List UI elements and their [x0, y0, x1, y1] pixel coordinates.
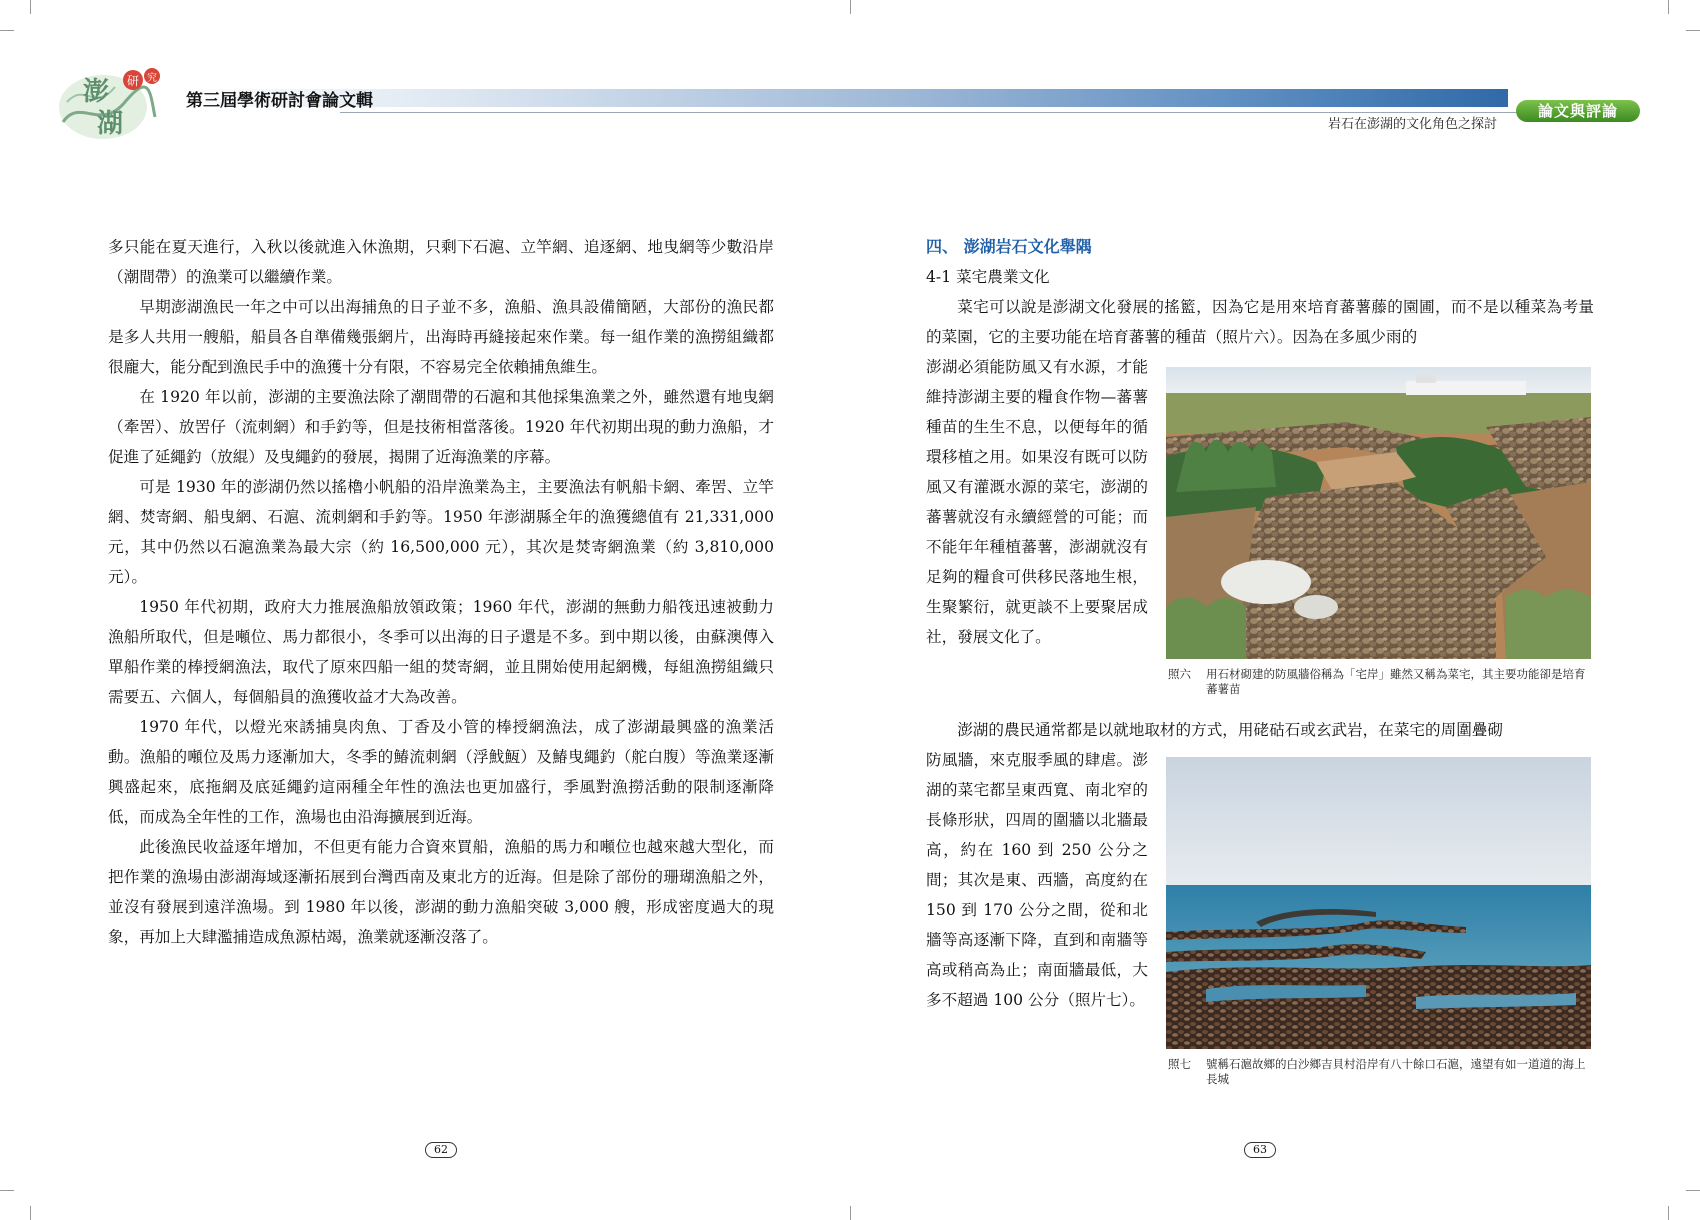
sub-heading: 4-1 菜宅農業文化 — [926, 268, 1050, 286]
page-number-left: 62 — [425, 1142, 457, 1158]
paragraph-wrapped: 澎湖必須能防風又有水源，才能維持澎湖主要的糧食作物—蕃薯種苗的生生不息，以便每年的循環移植之用。如果沒有既可以防風又有灌溉水源的菜宅，澎湖的蕃薯就沒有永續經營的可能；而不能年年種植蕃薯，澎湖就沒有足夠的糧食可供移民落地生根，生聚繁衍，就更談不上要聚居成社，發展文化了。 — [926, 358, 1148, 646]
journal-logo — [55, 62, 160, 144]
crop-mark — [0, 1190, 14, 1191]
photo6-caption-text: 用石材砌建的防風牆俗稱為「宅岸」雖然又稱為菜宅，其主要功能卻是培育蕃薯苗 — [1206, 667, 1586, 696]
photo-stone-weirs-coast — [1166, 757, 1591, 1049]
svg-text:湖: 湖 — [97, 109, 124, 139]
article-title: 岩石在澎湖的文化角色之探討 — [1327, 117, 1497, 132]
svg-text:澎: 澎 — [83, 77, 110, 107]
section-heading: 四、 澎湖岩石文化舉隅 — [926, 237, 1092, 256]
paragraph: 在 1920 年以前，澎湖的主要漁法除了潮間帶的石滬和其他採集漁業之外，雖然還有地曳網（牽罟）、放罟仔（流刺網）和手釣等，但是技術相當落後。1920 年代初期出現的動力漁船，才促進了延繩釣（放緄）及曳繩釣的發展，揭開了近海漁業的序幕。 — [108, 388, 774, 466]
photo7-caption-text: 號稱石滬故鄉的白沙鄉吉貝村沿岸有八十餘口石滬，遠望有如一道道的海上長城 — [1206, 1057, 1586, 1086]
page-number-right: 63 — [1244, 1142, 1276, 1158]
header-gradient-bar — [178, 89, 1508, 107]
paragraph: 可是 1930 年的澎湖仍然以搖櫓小帆船的沿岸漁業為主，主要漁法有帆船卡網、牽罟、立竿網、焚寄網、船曳網、石滬、流刺網和手釣等。1950 年澎湖縣全年的漁獲總值有 21,331,000 元，其中仍然以石滬漁業為最大宗（約 16,500,000 元），其次是焚寄網漁業（約 3,810,000 元）。 — [108, 478, 774, 586]
photo6-caption — [1168, 667, 1594, 699]
paragraph: 1950 年代初期，政府大力推展漁船放領政策；1960 年代，澎湖的無動力船筏迅速被動力漁船所取代，但是噸位、馬力都很小，冬季可以出海的日子還是不多。到中期以後，由蘇澳傳入單船作業的棒授網漁法，取代了原來四船一組的焚寄網，並且開始使用起網機，每組漁撈組織只需要五、六個人，每個船員的漁獲收益才大為改善。 — [108, 598, 774, 706]
crop-mark — [850, 1206, 851, 1220]
paragraph: 此後漁民收益逐年增加，不但更有能力合資來買船，漁船的馬力和噸位也越來越大型化，而把作業的漁場由澎湖海域逐漸拓展到台灣西南及東北方的近海。但是除了部份的珊瑚漁船之外，並沒有發展到遠洋漁場。到 1980 年以後，澎湖的動力漁船突破 3,000 艘，形成密度過大的現象，再加上大肆濫捕造成魚源枯竭，漁業就逐漸沒落了。 — [108, 838, 774, 946]
paragraph-wrapped: 防風牆，來克服季風的肆虐。澎湖的菜宅都呈東西寬、南北窄的長條形狀，四周的圍牆以北牆最高，約在 160 到 250 公分之間；其次是東、西牆，高度約在 150 到 170 公分之間，從和北牆等高逐漸下降，直到和南牆等高或稍高為止；南面牆最低，大多不超過 100 公分（照片七）。 — [926, 751, 1148, 1009]
page-header — [0, 0, 1700, 150]
crop-mark — [30, 1206, 31, 1220]
paragraph: 澎湖的農民通常都是以就地取材的方式，用硓𥑮石或玄武岩，在菜宅的周圍疊砌 — [957, 721, 1503, 739]
svg-text:研: 研 — [127, 74, 140, 88]
paragraph: 早期澎湖漁民一年之中可以出海捕魚的日子並不多，漁船、漁具設備簡陋，大部份的漁民都是多人共用一艘船，船員各自準備幾張網片，出海時再縫接起來作業。每一組作業的漁撈組織都很龐大，能分配到漁民手中的漁獲十分有限，不容易完全依賴捕魚維生。 — [108, 298, 774, 376]
left-page-body — [108, 232, 774, 952]
crop-mark — [1686, 1190, 1700, 1191]
paragraph: 1970 年代，以燈光來誘捕臭肉魚、丁香及小管的棒授網漁法，成了澎湖最興盛的漁業活動。漁船的噸位及馬力逐漸加大，冬季的鰆流刺網（浮䰹䱍）及鰆曳繩釣（舵白腹）等漁業逐漸興盛起來，底拖網及底延繩釣這兩種全年性的漁法也更加盛行，季風對漁撈活動的限制逐漸降低，而成為全年性的工作，漁場也由沿海擴展到近海。 — [108, 718, 774, 826]
photo7-caption-label: 照七 — [1168, 1057, 1191, 1071]
crop-mark — [1668, 1206, 1669, 1220]
paragraph: 多只能在夏天進行，入秋以後就進入休漁期，只剩下石滬、立竿網、追逐網、地曳網等少數沿岸（潮間帶）的漁業可以繼續作業。 — [108, 238, 774, 286]
photo6-caption-label: 照六 — [1168, 667, 1191, 681]
photo-stone-windbreak-wall — [1166, 367, 1591, 659]
journal-title: 第三屆學術研討會論文輯 — [186, 91, 373, 111]
section-badge: 論文與評論 — [1516, 100, 1640, 122]
paragraph: 菜宅可以說是澎湖文化發展的搖籃，因為它是用來培育蕃薯藤的園圃，而不是以種菜為考量的菜園，它的主要功能在培育蕃薯的種苗（照片六）。因為在多風少雨的 — [926, 298, 1594, 346]
right-page-body — [926, 232, 1594, 352]
photo7-caption — [1168, 1057, 1594, 1089]
svg-text:究: 究 — [147, 73, 157, 84]
